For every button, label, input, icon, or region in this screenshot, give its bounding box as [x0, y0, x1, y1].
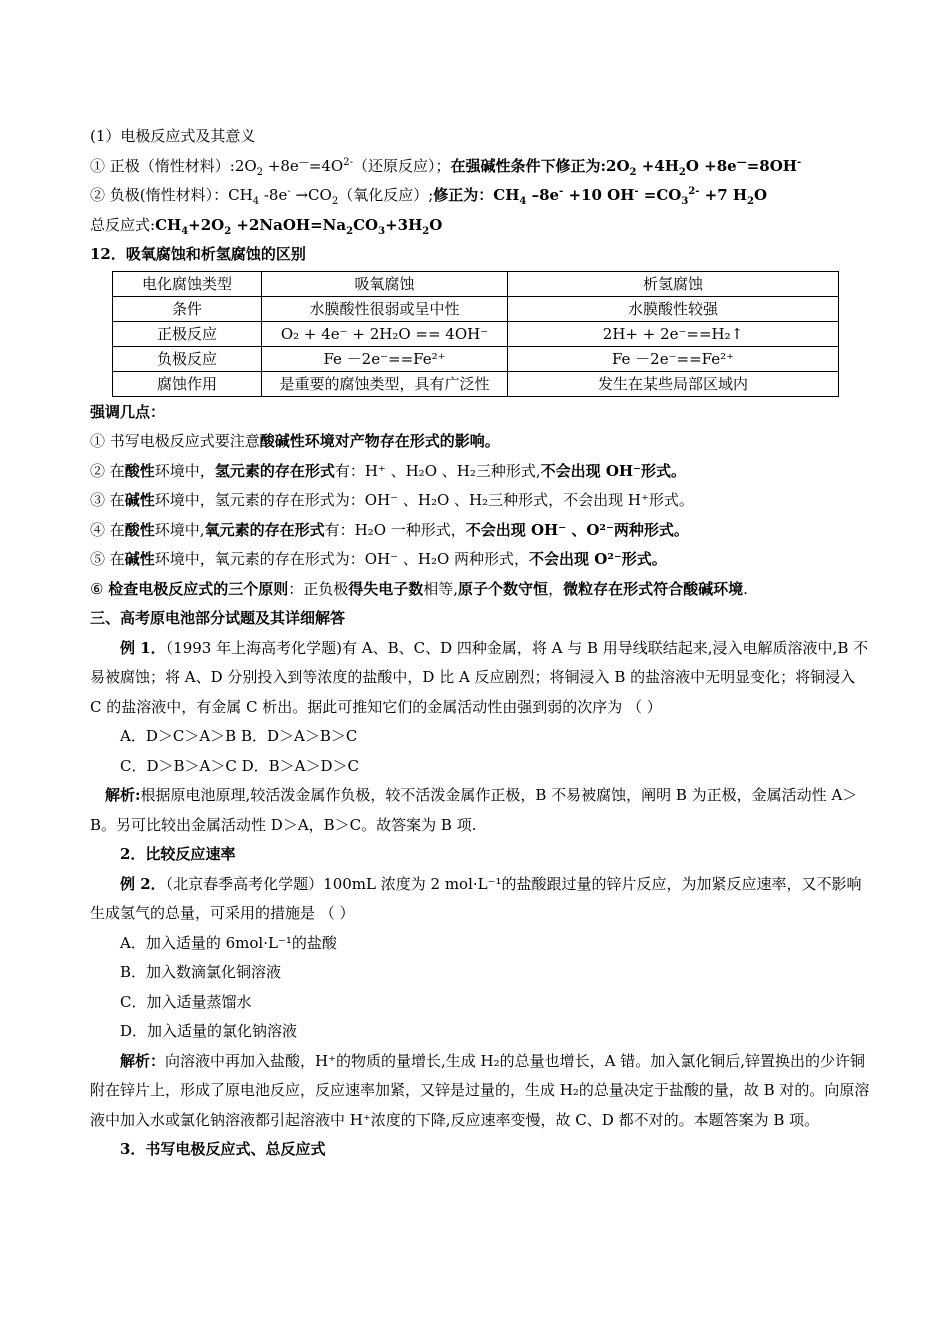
text: +7 H — [699, 186, 748, 204]
text: 根据原电池原理,较活泼金属作负极，较不活泼金属作正极，B 不易被腐蚀，阐明 B 为正极，金属活动性 A＞B。另可比较出金属活动性 D＞A，B＞C。故答案为 B 项. — [90, 786, 858, 834]
example-1-options-ab: A．D＞C＞A＞B B．D＞A＞B＞C — [120, 727, 358, 745]
emphasis-point-5 — [90, 545, 870, 575]
text: 酸性 — [124, 520, 155, 539]
text: +3H — [385, 215, 423, 234]
text: +4H — [636, 156, 679, 175]
text: （1993 年上海高考化学题)有 A、B、C、D 四种金属，将 A 与 B 用导线联结起来,浸入电解质溶液中,B 不易被腐蚀；将 A、D 分别投入到等浓度的盐酸中，D 比 A 反应剧烈；将铜浸入 B 的盐溶液中无明显变化；将铜浸入 C 的盐溶液中，有金属 C 析出。据此可推知它们的金属活动性由强到弱的次序为 （ ） — [90, 638, 869, 716]
table-cell: Fe －2e⁻==Fe²⁺ — [508, 346, 839, 371]
total-reaction-line: 总反应式$:CH_4+2O_2$ $+2NaOH=Na_2CO_3+3H_2O$ — [90, 215, 443, 237]
positive-electrode-line: ① 正极（惰性材料）$:2O_2 +8e^—=4O^{2-}$（还原反应）；在强碱性条件下修正为$:2O_2 +4H_2O +8e^—=8OH^-$ — [90, 156, 802, 178]
example-2-option-b: B．加入数滴氯化铜溶液 — [120, 963, 282, 981]
emphasis-point-6 — [90, 575, 870, 605]
text: O — [429, 215, 443, 234]
example-1-answer — [90, 781, 870, 840]
text: CH — [155, 215, 182, 234]
document-content — [90, 122, 870, 1165]
text: ⑤ 在 — [90, 550, 125, 568]
table-cell: Fe －2e⁻==Fe²⁺ — [262, 346, 508, 371]
table-cell: 水膜酸性很弱或呈中性 — [262, 296, 508, 321]
table-row — [113, 346, 839, 371]
text: 例 2． — [120, 874, 166, 893]
text: =8OH — [746, 156, 797, 175]
emphasis-point-4 — [90, 516, 870, 546]
text: ⑥ — [90, 579, 109, 598]
example-2-option-d: D．加入适量的氯化钠溶液 — [120, 1022, 298, 1040]
text: +2NaOH=Na — [231, 215, 347, 234]
text: CO — [353, 215, 379, 234]
text: 不会出现 OH⁻ 、O²⁻两种形式。 — [465, 520, 689, 539]
text: 环境中，氢元素的存在形式为：OH⁻ 、H₂O 、H₂三种形式，不会出现 H⁺形式。 — [154, 491, 694, 509]
text: O +8e — [685, 156, 737, 175]
text: 碱性 — [124, 550, 155, 568]
table-row — [113, 321, 839, 346]
text: ， — [548, 579, 564, 598]
text: 检查电极反应式的三个原则 — [108, 579, 289, 598]
text: 有：H₂O 一种形式， — [324, 520, 466, 539]
text: 环境中，氧元素的存在形式为：OH⁻ 、H₂O 两种形式， — [154, 550, 530, 568]
table-cell: 2H+ + 2e⁻==H₂↑ — [508, 321, 839, 346]
table-cell: 正极反应 — [113, 321, 262, 346]
subsection-electrode-equations: 3．书写电极反应式、总反应式 — [120, 1140, 326, 1158]
emphasis-heading: 强调几点： — [90, 402, 166, 421]
table-cell: 析氢腐蚀 — [508, 271, 839, 296]
table-cell: 发生在某些局部区域内 — [508, 371, 839, 396]
text: 不会出现 OH⁻形式。 — [540, 461, 687, 480]
text: +2O — [188, 215, 225, 234]
emphasis-point-3 — [90, 486, 870, 516]
text: 不会出现 O²⁻形式。 — [529, 550, 667, 568]
text: 酸性 — [124, 461, 155, 480]
table-row — [113, 271, 839, 296]
text: ① 正极（惰性材料）:2O — [90, 156, 257, 175]
text: 向溶液中再加入盐酸，H⁺的物质的量增长,生成 H₂的总量也增长，A 错。加入氯化铜后,锌置换出的少许铜附在锌片上，形成了原电池反应，反应速率加紧，又锌是过量的，生成 H₂的总量决定于盐酸的量，故 B 对的。向原溶液中加入水或氯化钠溶液都引起溶液中 H⁺浓度的下降,反应速率变慢，故 C、D 都不对的。本题答案为 B 项。 — [90, 1051, 870, 1129]
example-2-question — [90, 870, 870, 929]
text: =CO — [638, 186, 682, 204]
text: 例 1． — [120, 638, 166, 657]
table-cell: 水膜酸性较强 — [508, 296, 839, 321]
text: 得失电子数 — [348, 579, 424, 598]
table-row — [113, 296, 839, 321]
table-cell: 吸氧腐蚀 — [262, 271, 508, 296]
table-cell: 电化腐蚀类型 — [113, 271, 262, 296]
text: –8e — [526, 186, 560, 204]
text: 总反应式: — [90, 215, 156, 234]
example-2-answer — [90, 1047, 870, 1136]
text: 相等, — [423, 579, 459, 598]
text: +8e — [263, 156, 299, 175]
text: ③ 在 — [90, 491, 125, 509]
subsection-reaction-rate: 2．比较反应速率 — [120, 845, 236, 863]
text: +10 OH — [563, 186, 635, 204]
table-row — [113, 371, 839, 396]
text: ① 书写电极反应式要注意 — [90, 432, 260, 450]
emphasis-point-1 — [90, 427, 870, 457]
text: ④ 在 — [90, 520, 125, 539]
section-heading-corrosion: 12．吸氧腐蚀和析氢腐蚀的区别 — [90, 245, 306, 263]
table-cell: 负极反应 — [113, 346, 262, 371]
table-cell: 是重要的腐蚀类型，具有广泛性 — [262, 371, 508, 396]
table-cell: 条件 — [113, 296, 262, 321]
section-heading-exam: 三、高考原电池部分试题及其详细解答 — [90, 609, 346, 627]
example-1-question — [90, 634, 870, 723]
text: 微粒存在形式符合酸碱环境 — [563, 579, 744, 598]
text: . — [743, 579, 748, 598]
corrosion-comparison-table — [112, 271, 839, 397]
text: 有：H⁺ 、H₂O 、H₂三种形式, — [334, 461, 541, 480]
text: 碱性 — [124, 491, 155, 509]
text: 氧元素的存在形式 — [204, 520, 325, 539]
text: 解析： — [120, 1051, 166, 1070]
text: →CO — [290, 186, 332, 204]
text: （北京春季高考化学题）100mL 浓度为 2 mol·L⁻¹的盐酸跟过量的锌片反应，为加紧反应速率，又不影响生成氢气的总量，可采用的措施是 （ ） — [90, 874, 862, 922]
table-cell: 腐蚀作用 — [113, 371, 262, 396]
text: （氧化反应）; — [338, 186, 434, 204]
text: =4O — [308, 156, 344, 175]
text: （还原反应）； — [352, 156, 451, 175]
text: 环境中, — [154, 520, 205, 539]
text: O — [754, 186, 768, 204]
text: 解析: — [105, 786, 141, 804]
text: 在强碱性条件下修正为:2O — [450, 156, 630, 175]
text: 酸碱性环境对产物存在形式的影响。 — [259, 432, 500, 450]
section-heading-electrode: (1）电极反应式及其意义 — [90, 127, 256, 145]
text: ：正负极 — [288, 579, 349, 598]
text: ② 在 — [90, 461, 125, 480]
example-1-options-cd: C．D＞B＞A＞C D．B＞A＞D＞C — [120, 756, 359, 775]
negative-electrode-line: ② 负极(惰性材料）：$CH_4$ $-8e^- \to CO_2$（氧化反应）;修正为：$CH_4$ –8e- +10 $OH^- =CO_3^{2-} +7$ $H_2O$ — [90, 186, 768, 207]
text: 修正为：CH — [433, 186, 520, 204]
text: 氢元素的存在形式 — [214, 461, 335, 480]
example-2-option-a: A．加入适量的 6mol·L⁻¹的盐酸 — [120, 933, 337, 952]
text: 环境中， — [154, 461, 215, 480]
text: 原子个数守恒 — [458, 579, 549, 598]
text: -8e — [259, 186, 288, 204]
emphasis-point-2 — [90, 457, 870, 487]
example-2-option-c: C．加入适量蒸馏水 — [120, 992, 252, 1011]
table-cell: O₂ + 4e⁻ + 2H₂O == 4OH⁻ — [262, 321, 508, 346]
text: ② 负极(惰性材料）：CH — [90, 186, 253, 204]
